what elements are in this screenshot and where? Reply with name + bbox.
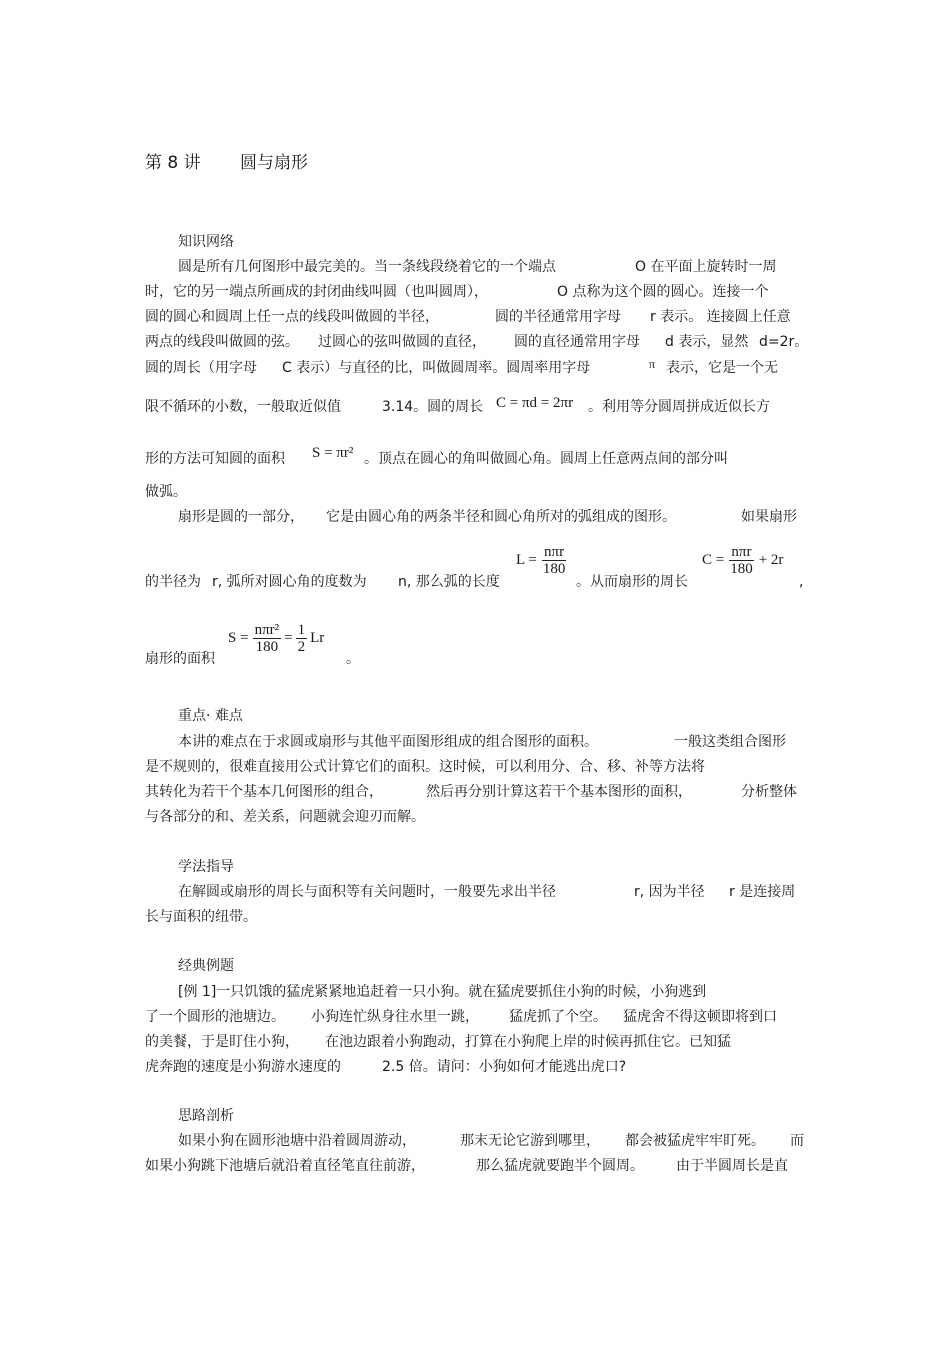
arc-length-fraction [541, 544, 568, 577]
section-heading-analysis: 思路剖析 [178, 1108, 234, 1124]
p6-line-1b: 那末无论它游到哪里， [460, 1133, 600, 1149]
p5-line-2d: 猛虎舍不得这顿即将到口 [623, 1009, 777, 1025]
p1-line-1b: O 在平面上旋转时一周 [635, 259, 777, 275]
perimeter-tail: + 2r [758, 552, 784, 568]
arc-length-formula [516, 544, 567, 577]
perimeter-lhs: C = [702, 552, 725, 568]
p6-line-2b: 那么猛虎就要跑半个圆周。 [476, 1158, 644, 1174]
p2-line-2d: 。从而扇形的周长 [576, 574, 688, 590]
sector-area-lhs: S = [228, 630, 249, 646]
p3-line-1a: 本讲的难点在于求圆或扇形与其他平面图形组成的组合图形的面积。 [178, 734, 598, 750]
p2-line-3b: 。 [346, 651, 360, 667]
p1-line-3a: 圆的圆心和圆周上任一点的线段叫做圆的半径， [145, 309, 439, 325]
sector-area-tail: Lr [310, 630, 325, 646]
sector-area-formula [228, 622, 324, 655]
p1-line-2a: 时，它的另一端点所画成的封闭曲线叫圆（也叫圆周）， [145, 284, 488, 300]
p4-line-1c: r 是连接周 [729, 884, 796, 900]
perimeter-denominator: 180 [730, 561, 753, 577]
p1-line-4e: d=2r。 [759, 334, 809, 350]
sector-area-equals: = [284, 630, 293, 646]
lecture-number: 第 8 讲 [145, 153, 201, 173]
p1-line-4a: 两点的线段叫做圆的弦。 [145, 334, 299, 350]
perimeter-fraction [728, 544, 755, 577]
section-heading-knowledge: 知识网络 [178, 234, 234, 250]
sector-area-denominator: 180 [255, 639, 279, 655]
page-title: 圆与扇形 [240, 153, 308, 173]
arc-length-denominator: 180 [542, 561, 566, 577]
p1-line-6b: 3.14。圆的周长 [382, 399, 484, 415]
p2-line-2c: n, 那么弧的长度 [398, 574, 500, 590]
p1-line-6c: 。利用等分圆周拼成近似长方 [588, 399, 770, 415]
p2-line-1b: 它是由圆心角的两条半径和圆心角所对的弧组成的图形。 [326, 509, 676, 525]
p3-line-1b: 一般这类组合图形 [674, 734, 786, 750]
pi-symbol: π [649, 357, 656, 371]
p6-line-1c: 都会被猛虎牢牢盯死。 [625, 1133, 765, 1149]
p6-line-2a: 如果小狗跳下池塘后就沿着直径笔直往前游， [145, 1158, 425, 1174]
p1-line-4b: 过圆心的弦叫做圆的直径， [318, 334, 486, 350]
p5-line-3b: 在池边跟着小狗跑动，打算在小狗爬上岸的时候再抓住它。已知猛 [325, 1034, 731, 1050]
p5-line-1: [例 1]一只饥饿的猛虎紧紧地追赶着一只小狗。就在猛虎要抓住小狗的时候，小狗逃到 [178, 984, 707, 1000]
p3-line-4: 与各部分的和、差关系，问题就会迎刃而解。 [145, 809, 425, 825]
p2-line-1c: 如果扇形 [741, 509, 797, 525]
sector-area-fraction [253, 622, 282, 655]
p3-line-2: 是不规则的，很难直接用公式计算它们的面积。这时候，可以利用分、合、移、补等方法将 [145, 759, 705, 775]
p4-line-2: 长与面积的纽带。 [145, 909, 257, 925]
p1-line-7a: 形的方法可知圆的面积 [145, 451, 285, 467]
p5-line-4a: 虎奔跑的速度是小狗游水速度的 [145, 1059, 341, 1075]
p2-line-2a: 的半径为 [145, 574, 201, 590]
half-numerator: 1 [297, 622, 306, 638]
section-heading-key: 重点· 难点 [178, 708, 243, 724]
p1-line-6a: 限不循环的小数，一般取近似值 [145, 399, 341, 415]
p3-line-3b: 然后再分别计算这若干个基本图形的面积， [426, 784, 692, 800]
p4-line-1a: 在解圆或扇形的周长与面积等有关问题时，一般要先求出半径 [178, 884, 556, 900]
p1-line-5b: C 表示）与直径的比，叫做圆周率。圆周率用字母 [282, 360, 591, 376]
p2-line-1a: 扇形是圆的一部分， [178, 509, 304, 525]
p6-line-2c: 由于半圆周长是直 [676, 1158, 788, 1174]
sector-perimeter-formula [702, 544, 783, 577]
p3-line-3c: 分析整体 [741, 784, 797, 800]
section-heading-examples: 经典例题 [178, 958, 234, 974]
circumference-formula: C = πd = 2πr [496, 395, 574, 411]
p2-line-3a: 扇形的面积 [145, 651, 215, 667]
p1-line-4d: d 表示，显然 [665, 334, 749, 350]
p1-line-4c: 圆的直径通常用字母 [514, 334, 640, 350]
p1-line-7b: 。顶点在圆心的角叫做圆心角。圆周上任意两点间的部分叫 [364, 451, 728, 467]
p6-line-1a: 如果小狗在圆形池塘中沿着圆周游动， [178, 1133, 416, 1149]
p1-line-3b: 圆的半径通常用字母 [495, 309, 621, 325]
sector-area-numerator: nπr² [254, 622, 280, 638]
arc-length-lhs: L = [516, 552, 537, 568]
p2-line-2e: , [799, 574, 804, 590]
p5-line-4b: 2.5 倍。请问：小狗如何才能逃出虎口? [382, 1059, 627, 1075]
p1-line-5c: 表示，它是一个无 [666, 360, 778, 376]
p2-line-2b: r, 弧所对圆心角的度数为 [212, 574, 367, 590]
p1-line-2b: O 点称为这个圆的圆心。连接一个 [557, 284, 769, 300]
p6-line-1d: 而 [790, 1133, 804, 1149]
p5-line-2c: 猛虎抓了个空。 [509, 1009, 607, 1025]
section-heading-method: 学法指导 [178, 859, 234, 875]
arc-length-numerator: nπr [544, 544, 565, 560]
p3-line-3a: 其转化为若干个基本几何图形的组合， [145, 784, 383, 800]
area-formula: S = πr² [312, 445, 354, 461]
p1-line-1a: 圆是所有几何图形中最完美的。当一条线段绕着它的一个端点 [178, 259, 556, 275]
p1-line-3c: r 表示。 连接圆上任意 [650, 309, 791, 325]
p4-line-1b: r, 因为半径 [634, 884, 705, 900]
p5-line-2a: 了一个圆形的池塘边。 [145, 1009, 285, 1025]
p1-line-8: 做弧。 [145, 484, 187, 500]
p5-line-2b: 小狗连忙纵身往水里一跳， [311, 1009, 479, 1025]
p5-line-3a: 的美餐，于是盯住小狗， [145, 1034, 299, 1050]
half-fraction [296, 622, 308, 655]
p1-line-5a: 圆的周长（用字母 [145, 360, 257, 376]
half-denominator: 2 [297, 639, 306, 655]
perimeter-numerator: nπr [731, 544, 752, 560]
